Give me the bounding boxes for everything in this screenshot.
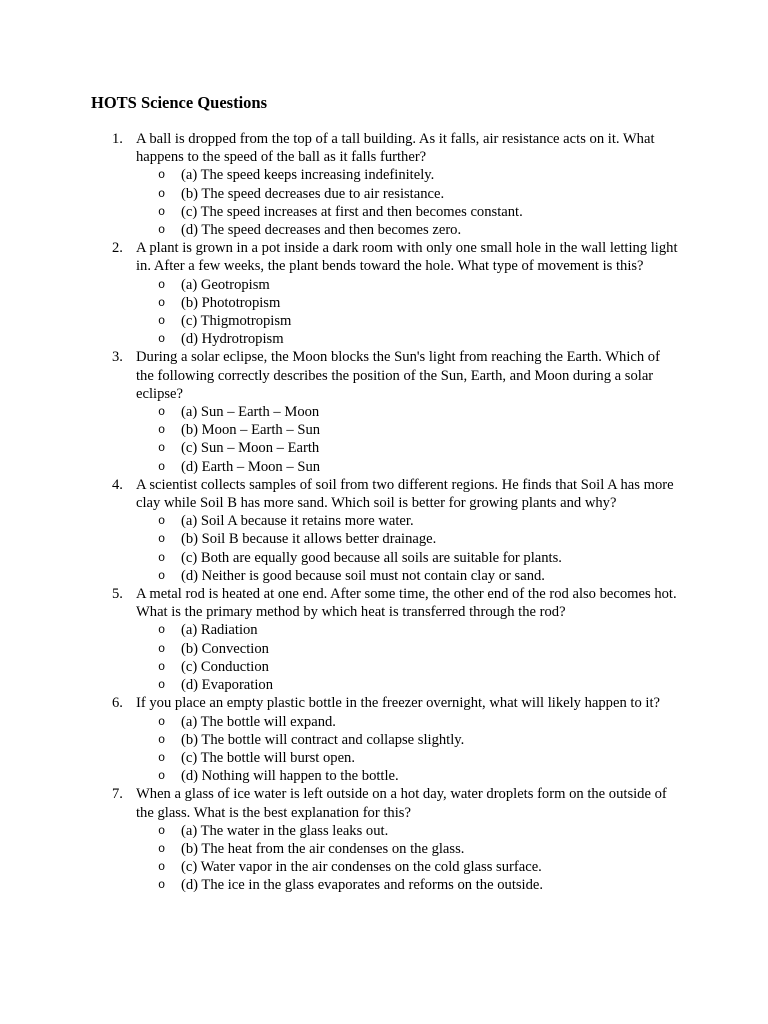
question-number: 5. [112, 586, 123, 603]
option-text: (c) Thigmotropism [181, 313, 292, 330]
option-item [136, 567, 680, 585]
bullet-icon: o [158, 550, 166, 565]
option-list [136, 403, 680, 476]
bullet-icon: o [158, 568, 166, 583]
bullet-icon: o [158, 732, 166, 747]
option-item [136, 294, 680, 312]
option-text: (b) The bottle will contract and collapse slightly. [181, 731, 465, 748]
bullet-icon: o [158, 295, 166, 310]
option-item [136, 421, 680, 439]
option-item [136, 640, 680, 658]
option-text: (d) Nothing will happen to the bottle. [181, 768, 399, 785]
question-item [0, 585, 768, 694]
question-text: A ball is dropped from the top of a tall building. As it falls, air resistance acts on it. What happens to the speed of the ball as it falls further? [136, 131, 655, 166]
question-item [0, 785, 768, 894]
option-text: (c) Conduction [181, 658, 269, 675]
option-item [136, 166, 680, 184]
question-item [0, 239, 768, 348]
option-text: (d) The speed decreases and then becomes zero. [181, 222, 462, 239]
bullet-icon: o [158, 532, 166, 547]
option-item [136, 512, 680, 530]
bullet-icon: o [158, 204, 166, 219]
option-text: (b) Moon – Earth – Sun [181, 422, 321, 439]
option-text: (a) Radiation [181, 622, 258, 639]
question-number: 6. [112, 695, 123, 712]
question-number: 3. [112, 349, 123, 366]
option-item [136, 858, 680, 876]
question-number: 2. [112, 240, 123, 257]
option-text: (d) Hydrotropism [181, 331, 284, 348]
bullet-icon: o [158, 878, 166, 893]
option-text: (c) Sun – Moon – Earth [181, 440, 320, 457]
question-item [0, 694, 768, 785]
option-text: (d) Earth – Moon – Sun [181, 458, 321, 475]
option-list [136, 166, 680, 239]
option-item [136, 713, 680, 731]
option-text: (c) The speed increases at first and then becomes constant. [181, 203, 523, 220]
option-text: (a) Geotropism [181, 276, 270, 293]
bullet-icon: o [158, 659, 166, 674]
question-item [0, 348, 768, 475]
bullet-icon: o [158, 769, 166, 784]
option-text: (d) Neither is good because soil must not contain clay or sand. [181, 567, 545, 584]
option-item [136, 185, 680, 203]
bullet-icon: o [158, 514, 166, 529]
bullet-icon: o [158, 441, 166, 456]
option-text: (a) The speed keeps increasing indefinitely. [181, 167, 435, 184]
bullet-icon: o [158, 714, 166, 729]
bullet-icon: o [158, 823, 166, 838]
option-text: (c) Both are equally good because all soils are suitable for plants. [181, 549, 562, 566]
question-text: A plant is grown in a pot inside a dark room with only one small hole in the wall letting light in. After a few weeks, the plant bends toward the hole. What type of movement is this? [136, 240, 678, 275]
option-item [136, 549, 680, 567]
question-number: 4. [112, 476, 123, 493]
bullet-icon: o [158, 641, 166, 656]
bullet-icon: o [158, 678, 166, 693]
question-text: When a glass of ice water is left outside on a hot day, water droplets form on the outside of the glass. What is the best explanation for this? [136, 786, 667, 821]
option-item [136, 312, 680, 330]
option-text: (c) The bottle will burst open. [181, 749, 356, 766]
bullet-icon: o [158, 186, 166, 201]
option-list [136, 276, 680, 349]
question-number: 7. [112, 786, 123, 803]
option-item [136, 749, 680, 767]
bullet-icon: o [158, 623, 166, 638]
bullet-icon: o [158, 423, 166, 438]
bullet-icon: o [158, 405, 166, 420]
bullet-icon: o [158, 223, 166, 238]
question-item [0, 476, 768, 585]
option-item [136, 221, 680, 239]
question-text: A metal rod is heated at one end. After some time, the other end of the rod also becomes hot. What is the primary method by which heat is transferred through the rod? [136, 586, 677, 621]
option-text: (d) Evaporation [181, 677, 273, 694]
option-item [136, 767, 680, 785]
option-item [136, 276, 680, 294]
option-list [136, 713, 680, 786]
bullet-icon: o [158, 860, 166, 875]
option-item [136, 330, 680, 348]
option-text: (a) Sun – Earth – Moon [181, 404, 320, 421]
option-text: (a) The bottle will expand. [181, 713, 336, 730]
question-text: During a solar eclipse, the Moon blocks the Sun's light from reaching the Earth. Which of the following correctly describes the position of the Sun, Earth, and Moon during a solar eclipse? [136, 349, 660, 402]
option-item [136, 403, 680, 421]
option-item [136, 458, 680, 476]
option-text: (b) Convection [181, 640, 269, 657]
question-item [0, 130, 768, 239]
option-list [136, 621, 680, 694]
option-text: (b) The speed decreases due to air resistance. [181, 185, 445, 202]
option-item [136, 840, 680, 858]
option-text: (a) The water in the glass leaks out. [181, 822, 389, 839]
page-title: HOTS Science Questions [91, 93, 268, 112]
option-list [136, 512, 680, 585]
question-list [0, 130, 768, 895]
option-text: (b) The heat from the air condenses on the glass. [181, 840, 465, 857]
option-item [136, 731, 680, 749]
option-list [136, 822, 680, 895]
question-text: A scientist collects samples of soil from two different regions. He finds that Soil A has more clay while Soil B has more sand. Which soil is better for growing plants and why? [136, 476, 674, 512]
bullet-icon: o [158, 314, 166, 329]
bullet-icon: o [158, 277, 166, 292]
option-item [136, 822, 680, 840]
bullet-icon: o [158, 459, 166, 474]
option-item [136, 621, 680, 639]
option-item [136, 876, 680, 894]
option-text: (d) The ice in the glass evaporates and reforms on the outside. [181, 877, 544, 894]
bullet-icon: o [158, 332, 166, 347]
option-item [136, 530, 680, 548]
bullet-icon: o [158, 841, 166, 856]
option-text: (a) Soil A because it retains more water. [181, 513, 414, 530]
option-text: (b) Soil B because it allows better drainage. [181, 531, 437, 548]
option-text: (c) Water vapor in the air condenses on the cold glass surface. [181, 859, 542, 876]
option-item [136, 203, 680, 221]
question-number: 1. [112, 131, 123, 147]
option-item [136, 658, 680, 676]
option-item [136, 439, 680, 457]
question-text: If you place an empty plastic bottle in the freezer overnight, what will likely happen to it? [136, 695, 660, 712]
bullet-icon: o [158, 168, 166, 183]
option-text: (b) Phototropism [181, 294, 281, 311]
option-item [136, 676, 680, 694]
bullet-icon: o [158, 750, 166, 765]
